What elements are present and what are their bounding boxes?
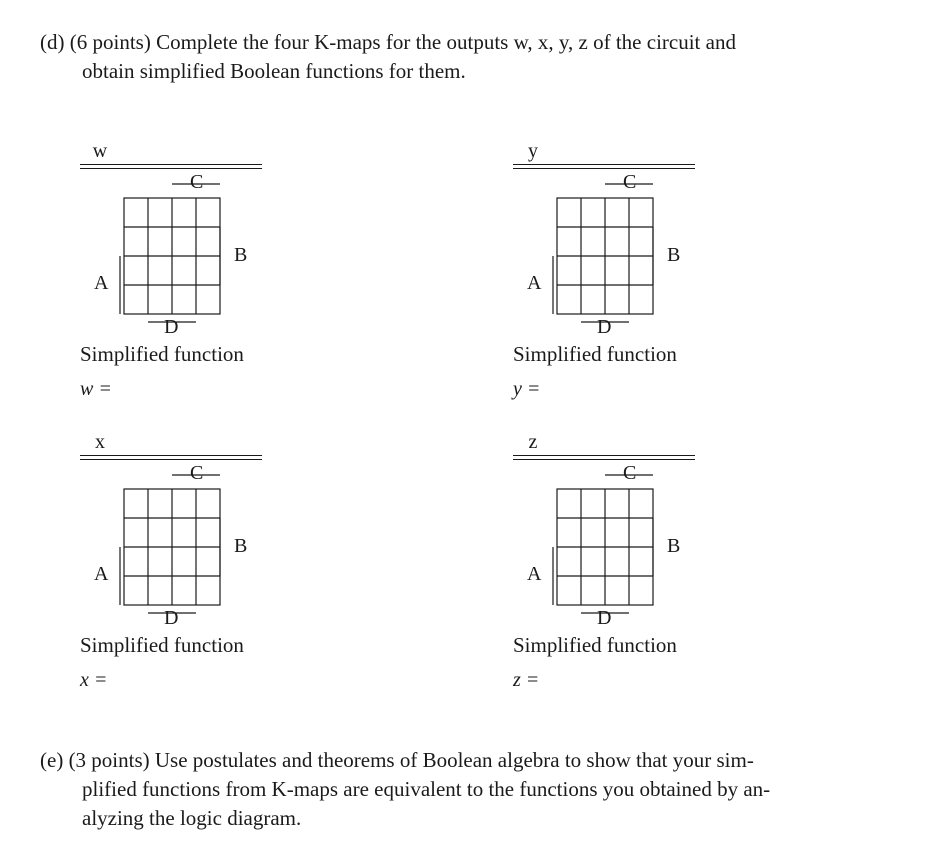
- divider-line: [513, 164, 695, 165]
- part-d-label: (d): [40, 30, 65, 54]
- kmap-label-a: A: [527, 563, 542, 585]
- kmap-label-b: B: [234, 535, 248, 557]
- part-e-line-2: plified functions from K-maps are equivalent to the functions you obtained by an-: [82, 777, 771, 801]
- kmap-label-d: D: [164, 316, 179, 338]
- simplified-function-label: Simplified function: [80, 633, 244, 657]
- simplified-function-equation[interactable]: z =: [513, 669, 540, 691]
- kmap-output-name: w: [92, 140, 108, 162]
- kmap-label-c: C: [190, 462, 204, 484]
- simplified-function-equation[interactable]: x =: [80, 669, 108, 691]
- kmap-output-name: y: [528, 140, 538, 162]
- kmap-y: [513, 130, 713, 400]
- simplified-function-equation[interactable]: y =: [513, 378, 541, 400]
- divider-line: [80, 455, 262, 456]
- kmap-label-d: D: [597, 316, 612, 338]
- kmap-grid[interactable]: [553, 489, 657, 605]
- kmap-label-b: B: [667, 535, 681, 557]
- divider-line: [513, 455, 695, 456]
- kmap-label-c: C: [623, 171, 637, 193]
- part-e-text-1: (3 points) Use postulates and theorems of Boolean algebra to show that your sim-: [68, 748, 754, 772]
- simplified-function-label: Simplified function: [80, 342, 244, 366]
- divider-line: [80, 459, 262, 460]
- divider-line: [513, 459, 695, 460]
- part-e-label: (e): [40, 748, 64, 772]
- question-part-e: [40, 746, 770, 833]
- simplified-function-equation[interactable]: w =: [80, 378, 112, 400]
- part-d-line-1: [40, 28, 736, 57]
- kmap-label-b: B: [667, 244, 681, 266]
- kmap-label-d: D: [164, 607, 179, 629]
- kmap-label-a: A: [527, 272, 542, 294]
- kmap-output-name: x: [95, 431, 105, 453]
- kmap-label-c: C: [623, 462, 637, 484]
- kmap-x: [80, 421, 280, 691]
- simplified-function-label: Simplified function: [513, 342, 677, 366]
- kmap-grid[interactable]: [553, 198, 657, 314]
- kmap-z: [513, 421, 713, 691]
- kmap-label-a: A: [94, 563, 109, 585]
- simplified-function-label: Simplified function: [513, 633, 677, 657]
- part-e-line-1: [40, 746, 770, 775]
- kmap-label-c: C: [190, 171, 204, 193]
- kmap-w: [80, 130, 280, 400]
- part-d-line-2: obtain simplified Boolean functions for them.: [82, 59, 466, 83]
- part-d-text-1: (6 points) Complete the four K-maps for the outputs w, x, y, z of the circuit and: [69, 30, 736, 54]
- kmap-label-d: D: [597, 607, 612, 629]
- kmap-grid[interactable]: [120, 489, 224, 605]
- divider-line: [80, 168, 262, 169]
- divider-line: [80, 164, 262, 165]
- kmap-label-a: A: [94, 272, 109, 294]
- kmap-grid[interactable]: [120, 198, 224, 314]
- question-part-d: [40, 28, 736, 86]
- part-e-line-3: alyzing the logic diagram.: [82, 806, 302, 830]
- kmap-label-b: B: [234, 244, 248, 266]
- kmap-output-name: z: [528, 431, 538, 453]
- divider-line: [513, 168, 695, 169]
